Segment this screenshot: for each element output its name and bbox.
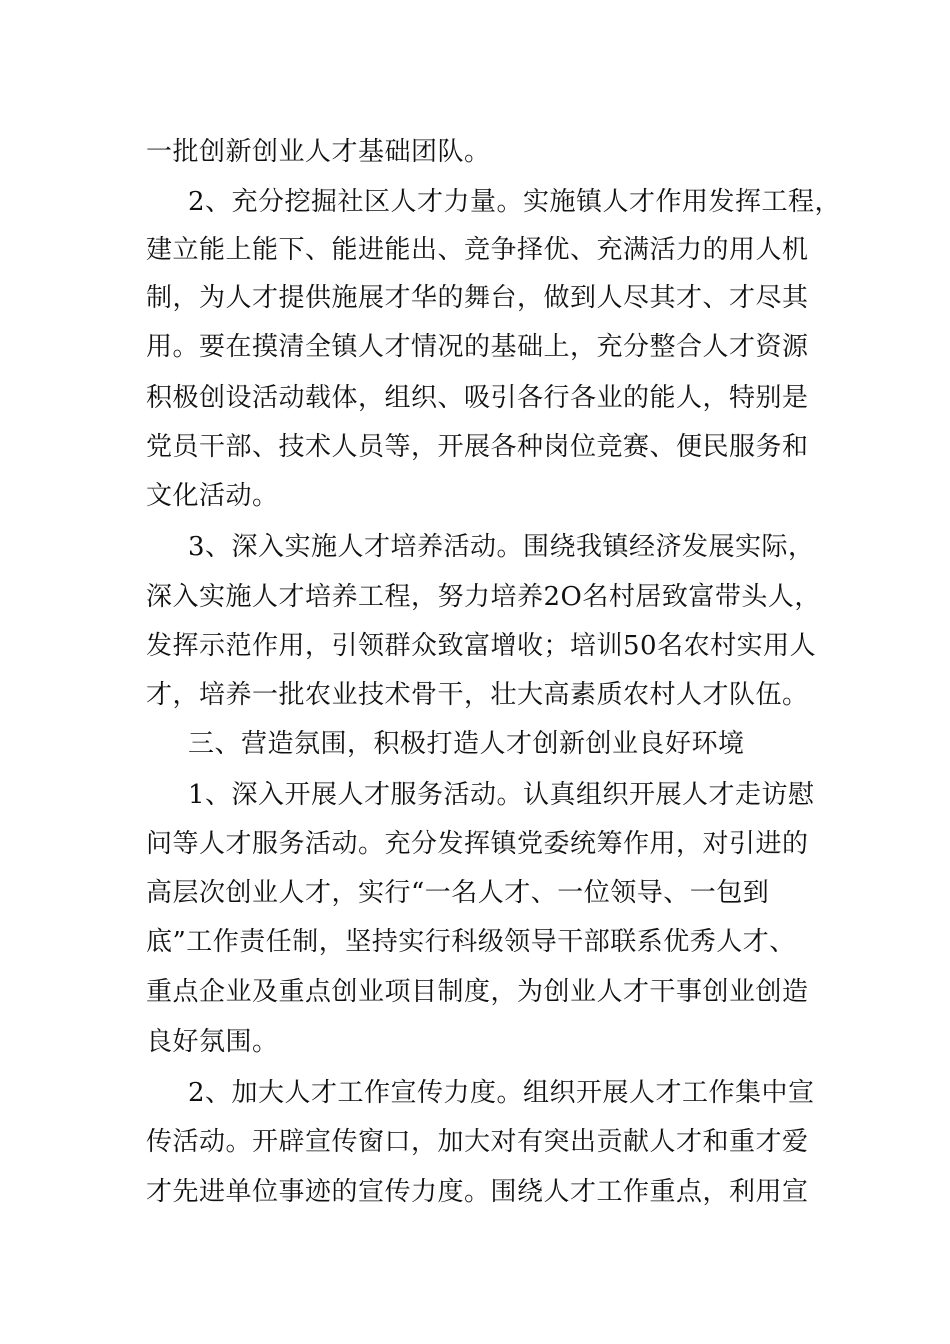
text-line: 制，为人才提供施展才华的舞台，做到人尽其才、才尽其 <box>146 283 809 313</box>
text-line: 文化活动。 <box>146 481 279 511</box>
text-line: 传活动。开辟宣传窗口，加大对有突出贡献人才和重才爱 <box>146 1127 809 1157</box>
section-heading: 三、营造氛围，积极打造人才创新创业良好环境 <box>188 729 745 759</box>
text-line: 高层次创业人才，实行“一名人才、一位领导、一包到 <box>146 878 770 908</box>
text-line: 才先进单位事迹的宣传力度。围绕人才工作重点，利用宣 <box>146 1177 809 1207</box>
text-line: 用。要在摸清全镇人才情况的基础上，充分整合人才资源 <box>146 332 809 362</box>
text-line: 底”工作责任制，坚持实行科级领导干部联系优秀人才、 <box>146 927 796 957</box>
text-line: 积极创设活动载体，组织、吸引各行各业的能人，特别是 <box>146 383 809 413</box>
text-line: 问等人才服务活动。充分发挥镇党委统筹作用，对引进的 <box>146 829 809 859</box>
text-line: 党员干部、技术人员等，开展各种岗位竞赛、便民服务和 <box>146 432 809 462</box>
text-line: 重点企业及重点创业项目制度，为创业人才干事创业创造 <box>146 977 809 1007</box>
text-line: 1、深入开展人才服务活动。认真组织开展人才走访慰 <box>188 780 815 810</box>
text-line: 才，培养一批农业技术骨干，壮大高素质农村人才队伍。 <box>146 680 809 710</box>
text-line: 2、加大人才工作宣传力度。组织开展人才工作集中宣 <box>188 1078 815 1108</box>
text-line: 2、充分挖掘社区人才力量。实施镇人才作用发挥工程， <box>188 187 842 217</box>
text-line: 良好氛围。 <box>146 1027 279 1057</box>
text-line: 建立能上能下、能进能出、竞争择优、充满活力的用人机 <box>146 235 809 265</box>
text-line: 深入实施人才培养工程，努力培养2O名村居致富带头人， <box>146 582 821 612</box>
text-line: 一批创新创业人才基础团队。 <box>146 137 491 167</box>
text-line: 3、深入实施人才培养活动。围绕我镇经济发展实际， <box>188 532 815 562</box>
text-line: 发挥示范作用，引领群众致富增收；培训50名农村实用人 <box>146 631 817 661</box>
